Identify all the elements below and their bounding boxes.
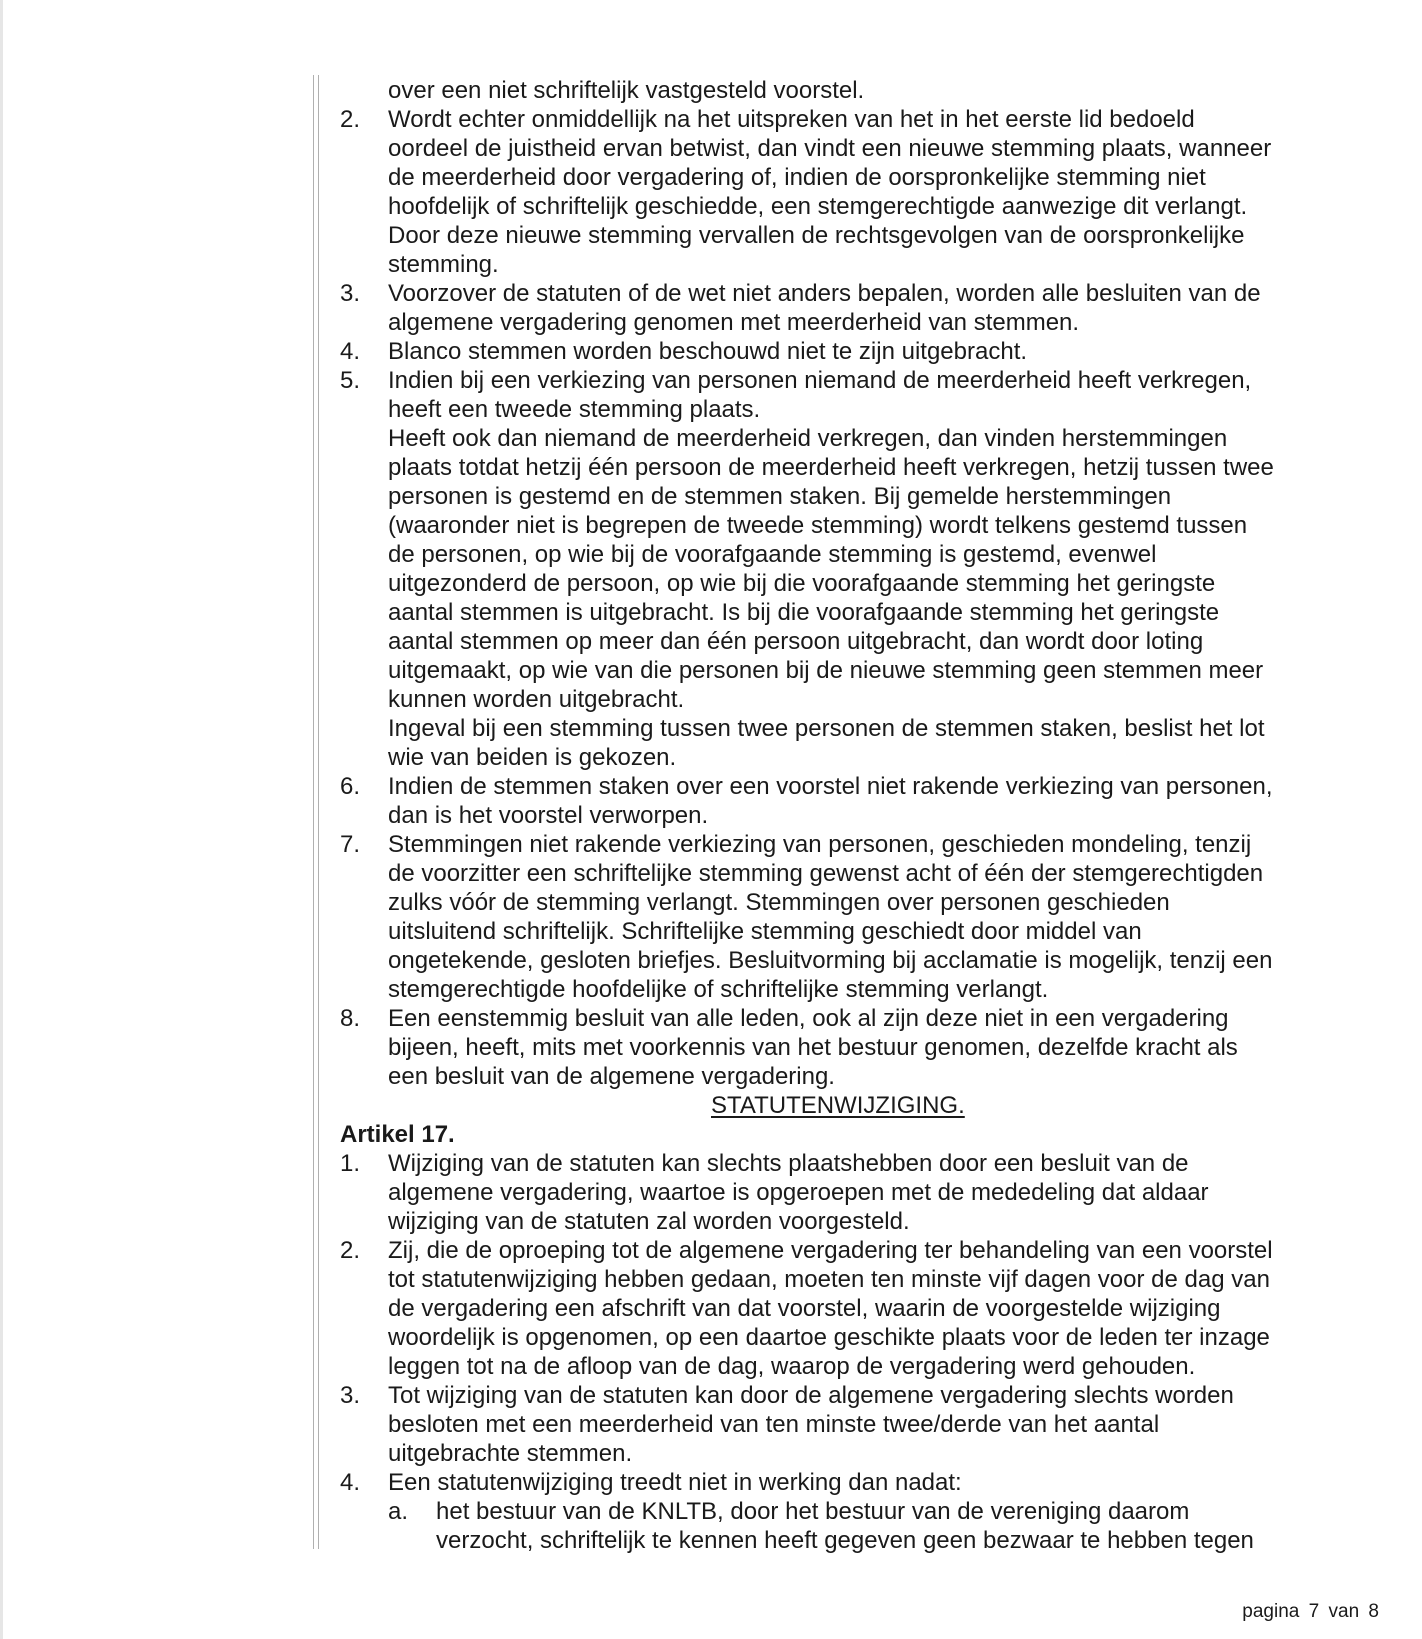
list-item-text: Voorzover de statuten of de wet niet anders bepalen, worden alle besluiten van de algemene vergadering genomen met meerderheid van stemmen. <box>388 280 1261 336</box>
list-item <box>340 1236 1380 1381</box>
list-item-number: 7. <box>340 831 361 858</box>
section-heading: STATUTENWIJZIGING. <box>711 1092 965 1119</box>
article-17-list <box>340 1149 1380 1497</box>
list-item-number: 5. <box>340 367 361 394</box>
list-item-number: 4. <box>340 338 361 365</box>
page-total: 8 <box>1368 1601 1379 1622</box>
list-item-text: Stemmingen niet rakende verkiezing van personen, geschieden mondeling, tenzij de voorzitter een schriftelijke stemming gewenst acht of één der stemgerechtigden zulks vóór de stemming verlangt. Stemmingen over personen geschieden uitsluitend schriftelijk. Schriftelijke stemming geschiedt door middel van ongetekende, gesloten briefjes. Besluitvorming bij acclamatie is mogelijk, tenzij een stemgerechtigde hoofdelijke of schriftelijke stemming verlangt. <box>388 831 1273 1003</box>
list-item-number: 3. <box>340 1382 361 1409</box>
list-item-text: Wordt echter onmiddellijk na het uitspreken van het in het eerste lid bedoeld oordeel de juistheid ervan betwist, dan vindt een nieuwe stemming plaats, wanneer de meerderheid door vergadering of, indien de oorspronkelijke stemming niet hoofdelijk of schriftelijk geschiedde, een stemgerechtigde aanwezige dit verlangt. Door deze nieuwe stemming vervallen de rechtsgevolgen van de oorspronkelijke stemming. <box>388 106 1272 278</box>
artikel-title: Artikel 17. <box>340 1121 455 1148</box>
list-item-text: Zij, die de oproeping tot de algemene vergadering ter behandeling van een voorstel tot statutenwijziging hebben gedaan, moeten ten minste vijf dagen voor de dag van de vergadering een afschrift van dat voorstel, waarin de voorgestelde wijziging woordelijk is opgenomen, op een daartoe geschikte plaats voor de leden ter inzage leggen tot na de afloop van de dag, waarop de vergadering werd gehouden. <box>388 1237 1273 1380</box>
list-item <box>340 1381 1380 1468</box>
list-item-number: 4. <box>340 1469 361 1496</box>
list-item <box>340 1468 1380 1497</box>
list-item <box>340 366 1380 772</box>
page-edge <box>0 0 3 1639</box>
list-item-number: 2. <box>340 1237 361 1264</box>
list-item-text: Blanco stemmen worden beschouwd niet te zijn uitgebracht. <box>388 338 1028 365</box>
list-item-text: Indien de stemmen staken over een voorstel niet rakende verkiezing van personen, dan is het voorstel verworpen. <box>388 773 1273 829</box>
list-item-number: 1. <box>340 1150 361 1177</box>
list-item-text: Tot wijziging van de statuten kan door de algemene vergadering slechts worden besloten met een meerderheid van ten minste twee/derde van het aantal uitgebrachte stemmen. <box>388 1382 1234 1467</box>
document-body <box>340 76 1380 1555</box>
page-label: pagina <box>1242 1601 1300 1622</box>
page-number: 7 <box>1308 1601 1320 1622</box>
page-of-label: van <box>1328 1601 1360 1622</box>
list-item-text: Een statutenwijziging treedt niet in werking dan nadat: <box>388 1469 962 1496</box>
lead-in-text: over een niet schriftelijk vastgesteld voorstel. <box>388 77 865 104</box>
list-item <box>340 1004 1380 1091</box>
list-item-text: Een eenstemmig besluit van alle leden, ook al zijn deze niet in een vergadering bijeen, heeft, mits met voorkennis van het bestuur genomen, dezelfde kracht als een besluit van de algemene vergadering. <box>388 1005 1238 1090</box>
sub-list-item <box>340 1497 1380 1555</box>
sub-list-item-number: a. <box>388 1498 409 1525</box>
list-item <box>340 772 1380 830</box>
list-item-number: 6. <box>340 773 361 800</box>
list-item <box>340 337 1380 366</box>
list-item-number: 2. <box>340 106 361 133</box>
list-item <box>340 1149 1380 1236</box>
page-footer <box>1242 1601 1379 1623</box>
list-item-text: Wijziging van de statuten kan slechts plaatshebben door een besluit van de algemene vergadering, waartoe is opgeroepen met de mededeling dat aldaar wijziging van de statuten zal worden voorgesteld. <box>388 1150 1209 1235</box>
article-16-list <box>340 105 1380 1091</box>
sub-list-item-text: het bestuur van de KNLTB, door het bestuur van de vereniging daarom verzocht, schriftelijk te kennen heeft gegeven geen bezwaar te hebben tegen <box>436 1498 1254 1554</box>
list-item-text: Indien bij een verkiezing van personen niemand de meerderheid heeft verkregen, heeft een tweede stemming plaats. Heeft ook dan niemand de meerderheid verkregen, dan vinden herstemmingen plaats totdat hetzij één persoon de meerderheid heeft verkregen, hetzij tussen twee personen is gestemd en de stemmen staken. Bij gemelde herstemmingen (waaronder niet is begrepen de tweede stemming) wordt telkens gestemd tussen de personen, op wie bij de voorafgaande stemming is gestemd, evenwel uitgezonderd de persoon, op wie bij die voorafgaande stemming het geringste aantal stemmen is uitgebracht. Is bij die voorafgaande stemming het geringste aantal stemmen op meer dan één persoon uitgebracht, dan wordt door loting uitgemaakt, op wie van die personen bij de nieuwe stemming geen stemmen meer kunnen worden uitgebracht. Ingeval bij een stemming tussen twee personen de stemmen staken, beslist het lot wie van beiden is gekozen. <box>388 367 1274 771</box>
list-item-number: 8. <box>340 1005 361 1032</box>
revision-margin-bar <box>313 75 319 1549</box>
list-item <box>340 279 1380 337</box>
list-item <box>340 105 1380 279</box>
list-item <box>340 830 1380 1004</box>
list-item-number: 3. <box>340 280 361 307</box>
